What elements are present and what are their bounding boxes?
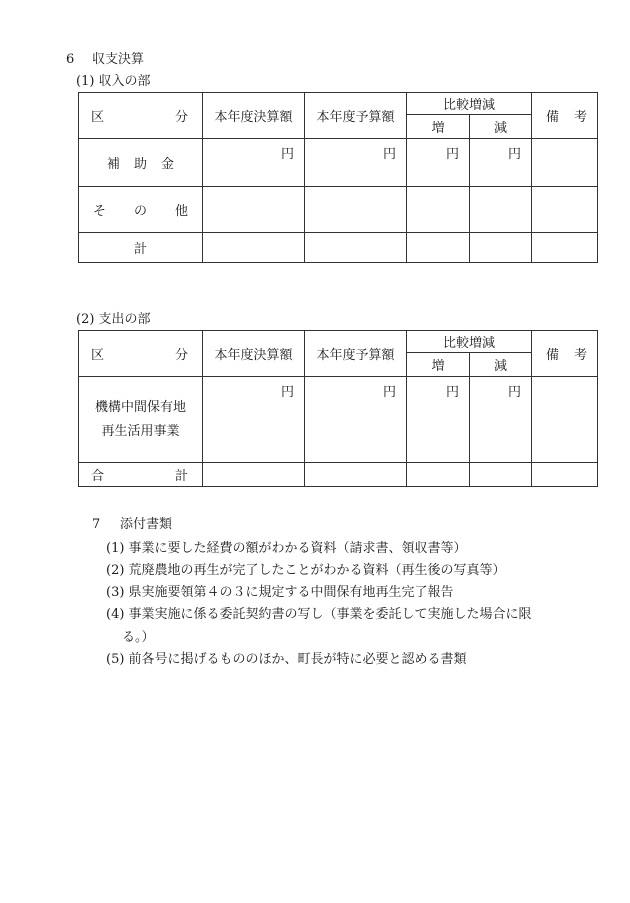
cell-actual: 円 bbox=[203, 377, 305, 463]
cell-actual bbox=[203, 187, 305, 233]
expense-subtitle: (2) 支出の部 bbox=[76, 312, 151, 327]
section-6-heading bbox=[66, 48, 144, 67]
header-remarks: 備 考 bbox=[532, 331, 598, 377]
cell-decrease bbox=[470, 463, 532, 487]
cell-decrease bbox=[470, 233, 532, 263]
table-row bbox=[79, 139, 598, 187]
header-compare: 比較増減 bbox=[407, 331, 532, 353]
header-actual: 本年度決算額 bbox=[203, 93, 305, 139]
header-actual: 本年度決算額 bbox=[203, 331, 305, 377]
header-decrease: 減 bbox=[470, 115, 532, 139]
list-item: (4) 事業実施に係る委託契約書の写し（事業を委託して実施した場合に限 bbox=[106, 607, 532, 622]
header-budget: 本年度予算額 bbox=[305, 331, 407, 377]
list-item: (1) 事業に要した経費の額がわかる資料（請求書、領収書等） bbox=[106, 541, 467, 556]
header-increase: 増 bbox=[407, 115, 470, 139]
row-label-hojokin: 補 助 金 bbox=[79, 139, 203, 187]
table-row bbox=[79, 463, 598, 487]
cell-remarks bbox=[532, 187, 598, 233]
row-label-project: 機構中間保有地 再生活用事業 bbox=[79, 377, 203, 463]
list-item: (2) 荒廃農地の再生が完了したことがわかる資料（再生後の写真等） bbox=[106, 563, 506, 578]
table-row bbox=[79, 187, 598, 233]
cell-budget bbox=[305, 233, 407, 263]
list-item: (3) 県実施要領第４の３に規定する中間保有地再生完了報告 bbox=[106, 585, 454, 600]
section-title: 添付書類 bbox=[120, 517, 173, 532]
cell-actual: 円 bbox=[203, 139, 305, 187]
cell-budget bbox=[305, 463, 407, 487]
income-table bbox=[78, 92, 598, 263]
header-decrease: 減 bbox=[470, 353, 532, 377]
cell-budget: 円 bbox=[305, 139, 407, 187]
cell-budget bbox=[305, 187, 407, 233]
cell-decrease bbox=[470, 187, 532, 233]
cell-increase bbox=[407, 187, 470, 233]
row-label-sonota: そ の 他 bbox=[79, 187, 203, 233]
income-subtitle: (1) 収入の部 bbox=[76, 74, 151, 89]
header-compare: 比較増減 bbox=[407, 93, 532, 115]
cell-actual bbox=[203, 463, 305, 487]
section-7-heading bbox=[92, 513, 172, 532]
header-increase: 増 bbox=[407, 353, 470, 377]
cell-actual bbox=[203, 233, 305, 263]
cell-increase: 円 bbox=[407, 139, 470, 187]
section-number: 7 bbox=[92, 517, 101, 532]
row-label-grand-total: 合 計 bbox=[79, 463, 203, 487]
section-number: 6 bbox=[66, 52, 75, 67]
list-item-continuation: る。） bbox=[122, 630, 155, 645]
cell-increase bbox=[407, 233, 470, 263]
section-title: 収支決算 bbox=[92, 52, 145, 67]
cell-remarks bbox=[532, 233, 598, 263]
cell-increase bbox=[407, 463, 470, 487]
list-item: (5) 前各号に掲げるもののほか、町長が特に必要と認める書類 bbox=[106, 652, 467, 667]
header-remarks: 備 考 bbox=[532, 93, 598, 139]
table-row bbox=[79, 377, 598, 463]
header-kubun: 区 分 bbox=[79, 93, 203, 139]
row-label-total: 計 bbox=[79, 233, 203, 263]
cell-budget: 円 bbox=[305, 377, 407, 463]
header-kubun: 区 分 bbox=[79, 331, 203, 377]
table-row bbox=[79, 233, 598, 263]
cell-remarks bbox=[532, 139, 598, 187]
cell-decrease: 円 bbox=[470, 377, 532, 463]
cell-decrease: 円 bbox=[470, 139, 532, 187]
cell-increase: 円 bbox=[407, 377, 470, 463]
cell-remarks bbox=[532, 463, 598, 487]
cell-remarks bbox=[532, 377, 598, 463]
expense-table bbox=[78, 330, 598, 487]
header-budget: 本年度予算額 bbox=[305, 93, 407, 139]
